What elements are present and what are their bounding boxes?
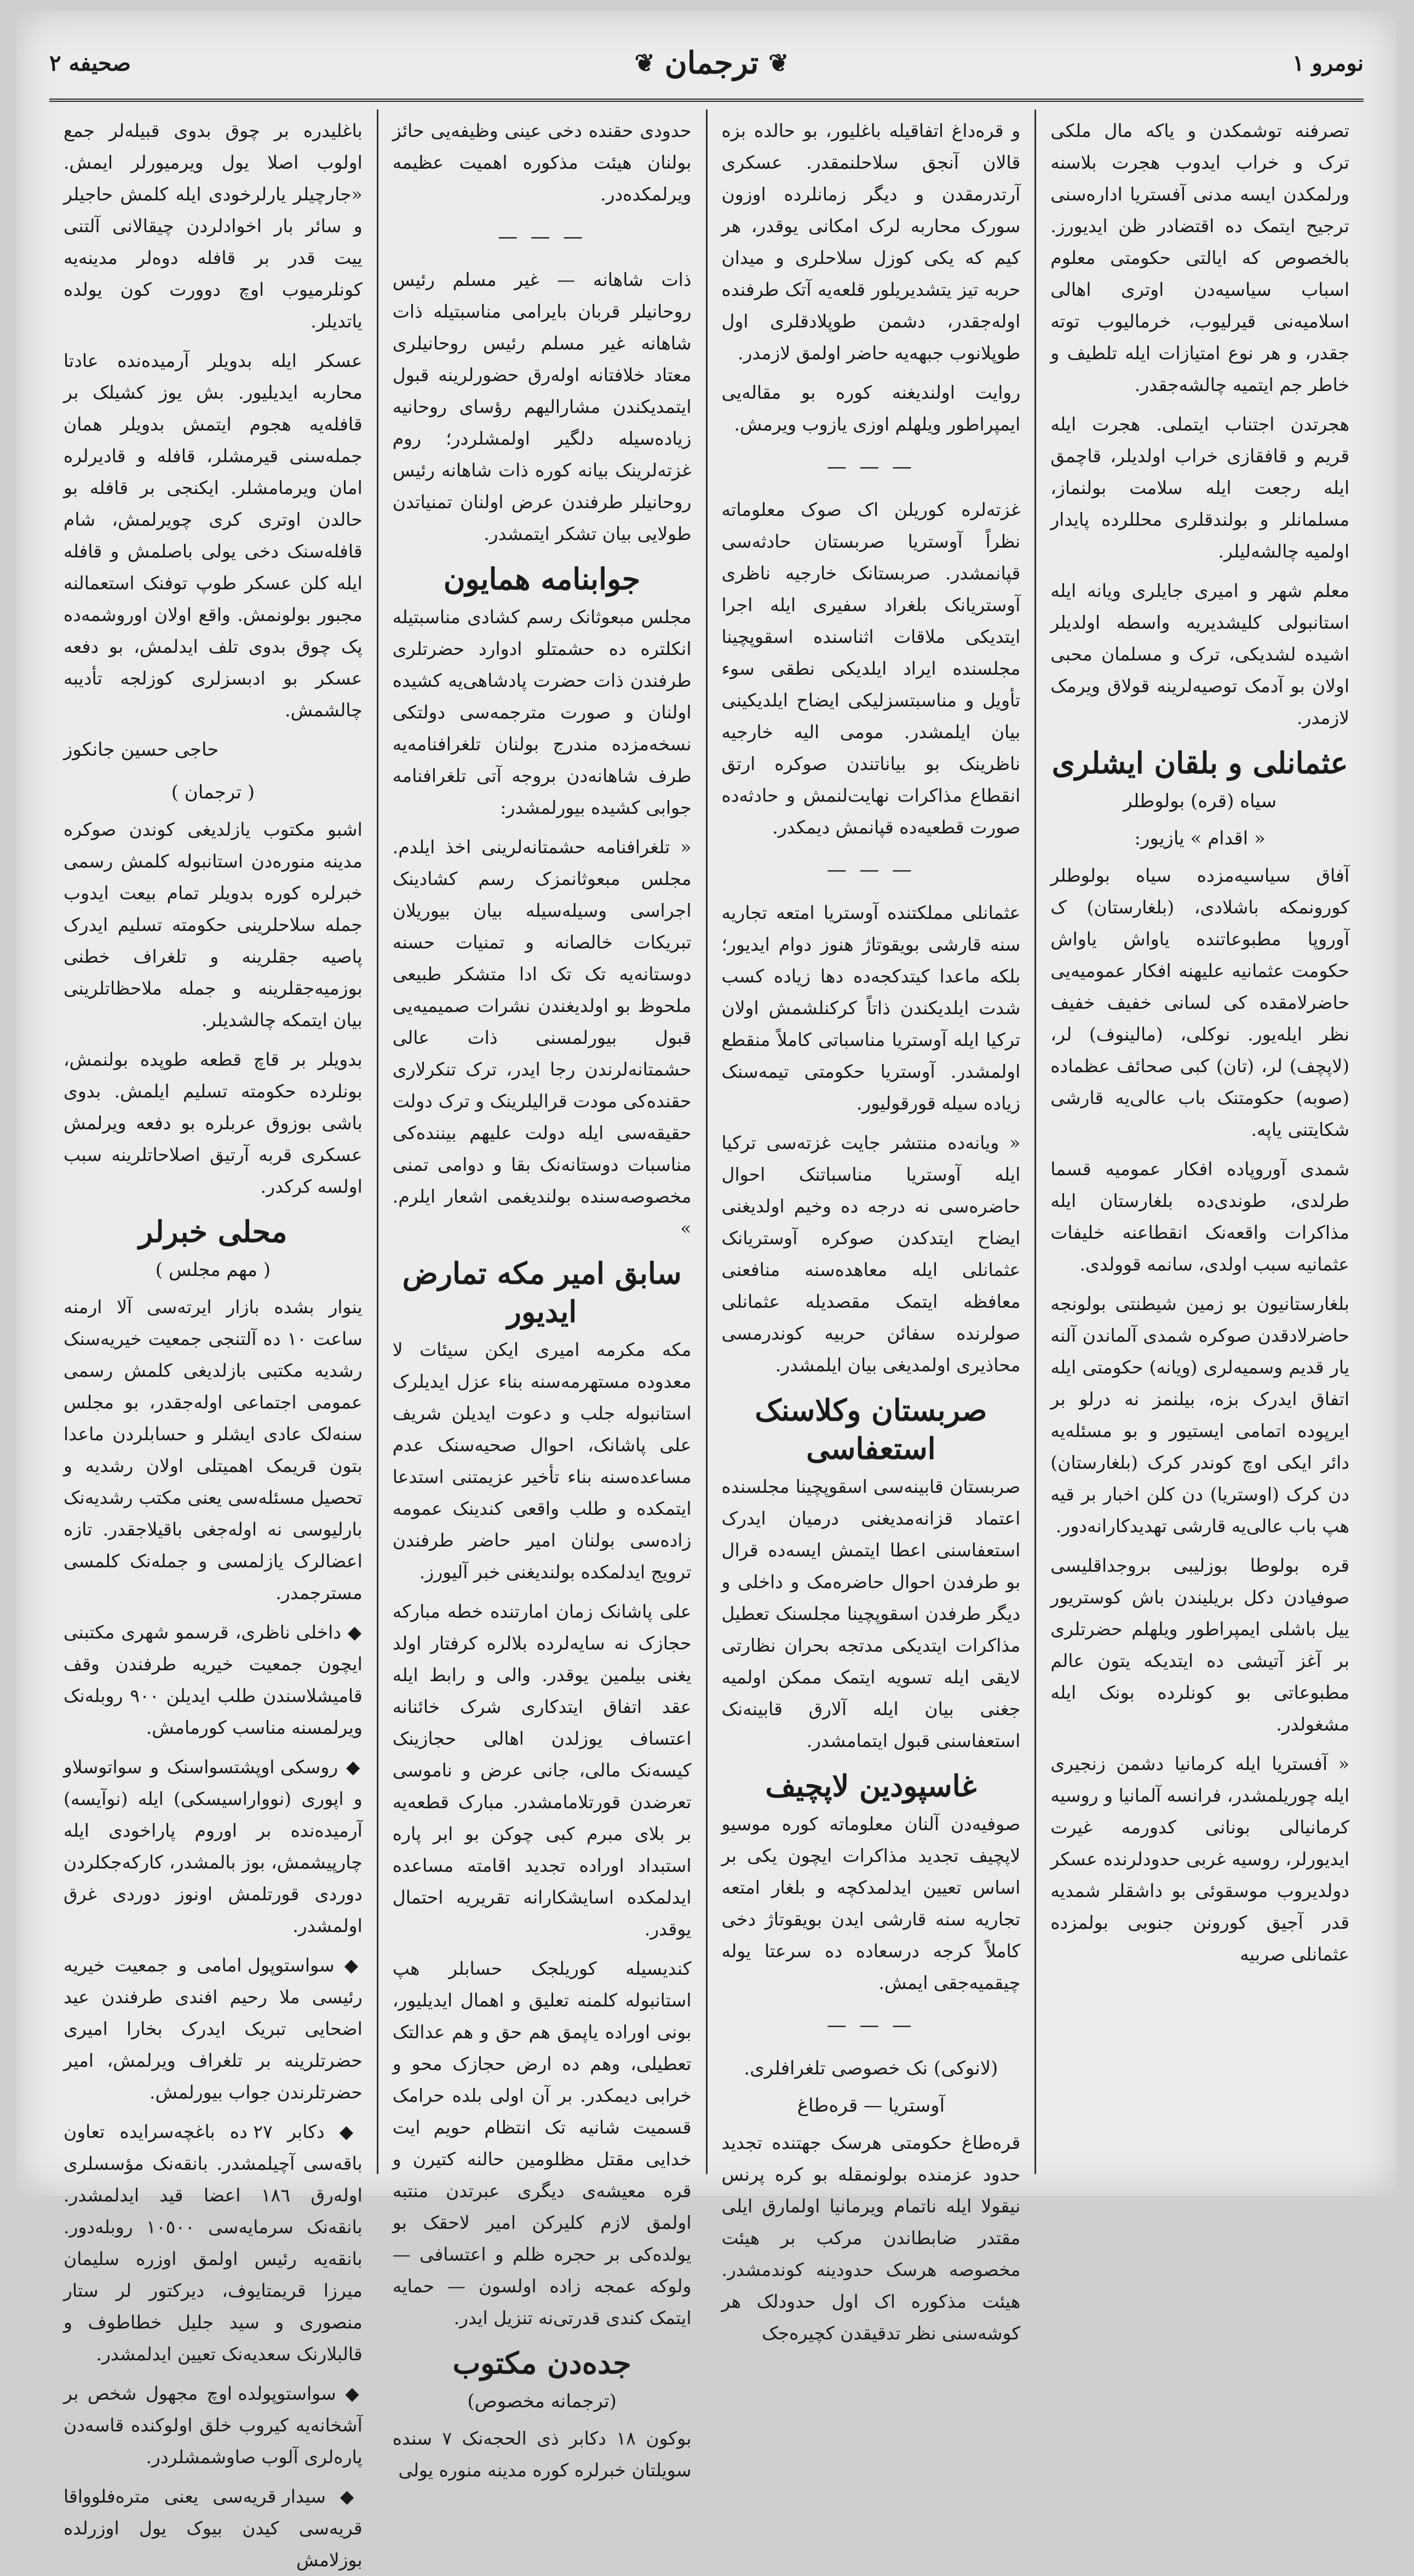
paragraph: عثمانلی مملکتنده آوستریا امتعه تجاریه سنه قارشی بویقوتاژ هنوز دوام ایدیور؛ بلکه ماعدا کیتدکجه‌ده دها زیاده کسب شدت ایلدیکندن ذاتاً کرکنلشمش اولان ترکیا ایله آوستریا مناسباتی کاملاً منقطع اولمشدر. آوستریا حکومتی تیمه‌سنک زیاده سیله قورقولیور. bbox=[721, 902, 1021, 1114]
masthead bbox=[49, 27, 1364, 99]
subheadline: (لانوکی) نک خصوصی تلغرافلری. bbox=[744, 2057, 998, 2079]
paragraph: معلم شهر و امیری جایلری ویانه ایله استانبولی کلیشدیریه واسطه اولدیلر اشیده لشدیکی، ترک و مسلمان محبی اولان بو آدمک توصیه‌لرینه قولاق ویرمک لازمدر. bbox=[1050, 580, 1349, 728]
source-line: « اقدام » یازیور: bbox=[1134, 827, 1266, 849]
paragraph: علی پاشانک زمان امارتنده خطه مبارکه حجازک نه سایه‌لرده بلالره کرفتار اولد یغنی بیلمین یوقدر. والی و رابط ایله عقد اتفاق ایتدکاری شرک خائنانه اعتساف یوزلدن اهالی حجازینک کیسه‌نک مالی، جانی عرض و ناموسی تعرضدن قورتلامامشدر. مبارک قطعه‌یه بر بلای مبرم کبی چوکن بو ابر پاره استبداد اوراده تجدید اقامته مساعده ایدلمکده اسایشکارانه تقریریه احتمال یوقدر. bbox=[392, 1601, 692, 1940]
subheadline: ( ترجمان ) bbox=[171, 781, 255, 803]
headline-jeddah-letter: جده‌دن مکتوب bbox=[452, 2345, 631, 2381]
headline-serbia-cabinet: صربستان وکلاسنک استعفاسی bbox=[755, 1393, 987, 1466]
title-text: ترجمان bbox=[664, 45, 759, 81]
paragraph: « تلغرافنامه حشمتانه‌لرینی اخذ ایلدم. مجلس مبعوثانمزک رسم کشادینک اجراسی وسیله‌سیله بیان بیوریلان تبریکات خالصانه و تمنیات حسنه دوستانه‌یه تک تک ادا متشکر طبیعی ملحوظ بو اولدیغندن نشرات صمیمیه‌یی قبول بیورلمسنی ذات عالی حشمتانه‌لرندن رجا ایدر، ترک تنکرلاری حقنده‌کی مودت قرالیلرینک و ترک دولت حقیقه‌سی ایله دولت علیهم بیننده‌کی مناسبات دوستانه‌نک بقا و دوامی تمنی مخصوصه‌سنده بولندیغمی اشعار ایلرم. » bbox=[392, 836, 692, 1239]
news-item: ◆ سواستوپولده اوچ مجهول شخص بر آشخانه‌یه کیروب خلق اولوکنده قاسه‌دن پاره‌لری آلوب صاوشمشلردر. bbox=[64, 2378, 363, 2473]
column-4 bbox=[49, 110, 377, 2571]
paragraph: حدودی حقنده دخی عینی وظیفه‌یی حائز بولنان هیئت مذکوره اهمیت عظیمه ویرلمکده‌در. bbox=[392, 120, 692, 205]
separator: — — — bbox=[498, 226, 587, 248]
paragraph: بدویلر بر قاچ قطعه طوپده بولنمش، بونلرده حکومته تسلیم ایلمش. بدوی باشی بوزوق عربلره بو دفعه ویرلمش عسکری قربه آرتیق اصلاحاتلرینه سبب اولسه کرکدر. bbox=[64, 1049, 363, 1197]
news-item: ◆ سیدار قریه‌سی یعنی متره‌فلوواقا قریه‌سی کیدن بیوک یول اوزرلده بوزلامش bbox=[64, 2481, 363, 2576]
paragraph: ذات شاهانه — غیر مسلم رئیس روحانیلر قربان بایرامی مناسبتیله ذات شاهانه غیر مسلم رئیس روحانیلری معتاد خلافتانه اولەرق حضورلرینه قبول ایتمدیکندن مشارالیهم رؤسای روحانیه زیاده‌سیله دلگیر اولمشلردر؛ روم غزته‌لرینک بیانه کوره ذات شاهانه رئیس روحانیلر طرفندن عرض اولنان تمنیاتدن طولایی بیان تشکر ایتمشدر. bbox=[392, 269, 692, 544]
paragraph: روایت اولندیغنه کوره بو مقاله‌یی ایمپراطور ویلهلم اوزی یازوب ویرمش. bbox=[721, 382, 1021, 435]
news-item: ◆ دکابر ٢٧ ده باغچه‌سرایده تعاون باقه‌سی آچیلمشدر. بانقه‌نک مؤسسلری اولەرق ١٨٦ اعضا قید ایدلمشدر. بانقه‌نک سرمایه‌سی ١٠٥٠٠ روبله‌دور. بانقه‌یه رئیس اولمق اوزره سلیمان میرزا قریمتایوف، دیرکتور لر ستار منصوری و سید جلیل خطاطوف و قالبلارنک سعدیه‌نک تعیین ایدلمشدر. bbox=[64, 2116, 363, 2370]
paragraph: باغلیدره بر چوق بدوی قبیله‌لر جمع اولوب اصلا یول ویرمیورلر ایمش. «جارچیلر یارلرخودی ایله کلمش حاجیلر و سائر بار اخوادلردن چیقالانی آلتنی ییت قدر بر قافله دوه‌لر مدینه‌یه کونلرمیوب اوچ دوورت کون یولده یاتدیلر. bbox=[64, 120, 363, 332]
columns bbox=[49, 110, 1364, 2571]
paragraph: مکه مکرمه امیری ایکن سیئات لا معدوده مستهرمه‌سنه بناء عزل ایدیلرک استانبوله جلب و دعوت ایدیلن شریف علی پاشانک، احوال صحیه‌سنک عدم مساعده‌سنه بناء تأخیر عزیمتنی استدعا ایتمکده و طلب واقعی کندینک عمومه زاده‌سی بولنان امیر حاضر طرفندن ترویج ایدلمکده بولندیغنی خبر آلیورز. bbox=[392, 1339, 692, 1583]
separator: — — — bbox=[826, 456, 915, 478]
paragraph: قره بولوطا بوزلیبی بروجداقلیسی صوفیادن دکل بریلیندن باش کوستریور ییل باشلی ایمپراطور ویلهلم حضرتلری بر آغز آتیشی ده ایتدیکه یتون عالم مطبوعاتی بو کونلرده بونک ایله مشغولدر. bbox=[1050, 1555, 1349, 1735]
subheadline: ( مهم مجلس ) bbox=[155, 1259, 271, 1281]
headline-mecca-emir: سابق امیر مکه تمارض ایدیور bbox=[402, 1256, 682, 1329]
ornament-left-icon: ❦ bbox=[768, 49, 789, 77]
ornament-right-icon: ❦ bbox=[634, 49, 655, 77]
signature: حاجی حسین جانکوز bbox=[64, 739, 219, 761]
paragraph: و قره‌داغ اتفاقیله باغلیور، بو حالده بزه قالان آنجق سلاحلنمقدر. عسکری آرتدرمقدن و دیگر زمانلرده اوزون سورک محاربه لرک امکانی یوقدر، هر کیم که یکی کوزل سلاحلری و میدان حربه تیز یتشدیریلور قلعه‌یه آتک طرفنده اوله‌جقدر، دشمن طوپلادقلری اول طوپلانوب جبهه‌یه حاضر اولمق لازمدر. bbox=[721, 120, 1021, 364]
paragraph: « ویانه‌ده منتشر جایت غزته‌سی ترکیا ایله آوستریا مناسباتنک احوال حاضره‌سی نه درجه ده وخیم اولدیغنی ایضاح ایتدکدن صوکره آوستریانک عثمانلی ایله معاهده‌سنه منافعنی معافظه ایتمک مقصدیله عثمانلی صولرنده سفائن حربیه کوندرمسی محاذیری اولمدیغی بیان ایلمشدر. bbox=[721, 1132, 1021, 1376]
headline-local-news: محلی خبرلر bbox=[139, 1214, 288, 1249]
paragraph: صربستان قابینه‌سی اسقوپچینا مجلسنده اعتماد قزانه‌مدیغنی درمیان ایدرک استعفاسنی اعطا ایتمش ایسه‌ده قرال بو طرفدن احوال حاضره‌مک و داخلی و دیگر طرفدن اسقوپچینا مجلسنک تعطیل مذاکرات ایتدیکی مدتجه بحران نظارتی لایقی ایله تسویه ایتمک ممکن اولمیه جغنی بیان ایله آلارق قابینه‌نک استعفاسنی قبول ایتمامشدر. bbox=[721, 1476, 1021, 1751]
headline-imperial-reply: جوابنامه همایون bbox=[443, 561, 641, 596]
news-item: ◆ داخلی ناظری، قرسمو شهری مکتبنی ایچون جمعیت خیریه طرفندن وقف قامیشلاسندن طلب ایدیلن ٩٠٠ روبله‌نک ویرلمسنه مناسب کورمامش. bbox=[64, 1617, 363, 1744]
paragraph: هجرتدن اجتناب ایتملی. هجرت ایله قریم و قافقازی خراب اولدیلر، قاچمق ایله رجعت ایله سلامت بولنماز، مسلمانلر و بولندقلری محللرده پایدار اولمیه چالشه‌لیلر. bbox=[1050, 413, 1349, 562]
subheadline: (ترجمانه مخصوص) bbox=[467, 2390, 617, 2412]
subheadline: آوستریا — قره‌طاغ bbox=[797, 2095, 945, 2117]
paragraph: « آفستریا ایله کرمانیا دشمن زنجیری ایله چوریلمشدر، فرانسه آلمانیا و روسیه کرمانیالی بونانی کدورمه غیرت ایدیورلر، روسیه غربی حدودلرنده عسکر دولدیروب موسقوئی بو داشقلر شمدیه قدر آجیق کورونن جنوبی بولمزده عثمانلی صربیه bbox=[1050, 1753, 1349, 1965]
separator: — — — bbox=[826, 2014, 915, 2037]
paragraph: ینوار بشده بازار ایرته‌سی آلا ارمنه ساعت ١٠ ده آلتنجی جمعیت خیریه‌سنک رشدیه مکتبی بازلدیغی کلمش رسمی عمومی اجتماعی اولەجقدر، بو مجلس سنه‌لک عادی ایشلر و حسابلردن ماعدا بتون قریمک اهمیتلی اولان رشدیه و تحصیل مسئله‌سی یعنی مکتب رشدیه‌نک بارلیوسی نه اولەجغی باقیلاجقدر. تازه اعضالرک یازلمسی و جمله‌نک کلمسی مسترجمدر. bbox=[64, 1296, 363, 1603]
paragraph: عسکر ایله بدویلر آرمیده‌نده عادتا محاربه ایدیلیور. بش یوز کشیلک بر قافله‌یه هجوم ایتمش بدویلر همان جمله‌سنی قیرمشلر، قافله و قادیرلره امان ویرمامشلر. ایکنجی بر قافله بو حالدن اوتری کری چویرلمش، شام قافله‌سنک دخی یولی باصلمش و قافله ایله کلن عسکر طوپ توفنک استعمالنه مجبور بولونمش. واقع اولان اوروشمه‌ده پک چوق بدوی تلف ایدلمش، بو دفعه عسکر بو ادبسزلری کوزلجه تأدیبه چالشمش. bbox=[64, 350, 363, 721]
paragraph: کندیسیله کوریلجک حسابلر هپ استانبوله کلمنه تعلیق و اهمال ایدیلیور، بونی اوراده یاپمق هم حق و هم عدالتک تعطیلی، وهم ده ارض حجازک محو و خرابی دیمکدر. بر آن اولی بلده حرامک قسمیت شانیه تک انتظام حویم ایت خدایی مقتل مظلومین حالنه کتیرن و قره معیشه‌ی دیگری عبرتدن منتبه اولمق لازم کلیرکن امیر لاحقک بو یولده‌کی بر حجره ظلم و اعتسافی — ولوکه عمجه زاده اولسون — حمایه ایتمک کندی قدرتی‌نه تنزیل ایدر. bbox=[392, 1958, 692, 2328]
newspaper-title bbox=[635, 45, 789, 81]
paragraph: تصرفنه توشمکدن و یاکه مال ملکی ترک و خراب ایدوب هجرت بلاسنه ورلمکدن ایسه مدنی آفستریا اداره‌سنی ترجیح ایتمک ده اقتضادر ظن ایدیورز. بالخصوص که ایالتی حکومتی معلوم اسباب سیاسیه‌دن اوتری اهالی اسلامیه‌نی قیرلیوب، خرمالیوب توته جقدر، و هر نوع امتیازات ایله تلطیف و خاطر جم ایتمیه چالشه‌جقدر. bbox=[1050, 120, 1349, 395]
paragraph: مجلس مبعوثانک رسم کشادی مناسبتیله انکلتره ده حشمتلو ادوارد حضرتلری طرفندن ذات حضرت پادشاهی‌یه کشیده اولنان و صورت مترجمه‌سی دولتکی نسخه‌مزده مندرج بولنان تلغرافنامه‌یه طرف شاهانه‌دن بروجه آتی تلغرافنامه جوابی کشیده بیورلمشدر: bbox=[392, 606, 692, 818]
column-1 bbox=[1034, 110, 1364, 2174]
masthead-divider bbox=[49, 99, 1364, 102]
newspaper-page bbox=[16, 11, 1396, 2571]
separator: — — — bbox=[826, 859, 915, 881]
paragraph: شمدی آوروپاده افکار عمومیه قسما طرلدی، طوندی‌ده بلغارستان ایله مذاکرات واقعه‌نک انقطاعنه خلیفات عثمانیه سبب اولدی، سانمه قوولدی. bbox=[1050, 1158, 1349, 1275]
issue-number: نومرو ١ bbox=[1292, 50, 1364, 76]
headline-ottoman-balkan: عثمانلی و بلقان ایشلری bbox=[1051, 745, 1348, 780]
paragraph: قره‌طاغ حکومتی هرسک جهتنده تجدید حدود عزمنده بولونمقله بو کره پرنس نیقولا ایله ناتمام ویرمانیا اولمارق ایلی مقتدر ضابطاندن مرکب بر هیئت مخصوصه هرسک حدودینه کوندمشدر. هیئت مذکوره اک اول حدودلک هر کوشه‌سنی نظر تدقیقدن کچیره‌جک bbox=[721, 2132, 1021, 2344]
paragraph: آفاق سیاسیه‌مزده سیاه بولوطلر کورونمکه باشلادی، (بلغارستان) ک آوروپا مطبوعاتنده یاواش یاواش حکومت عثمانیه علیهنه افکار عمومیه‌یی حاضرلامقده کی لسانی خفیف خفیف نظر ایله‌یور. نوکلی، (مالینوف) لر، (لاپچف) لر، (تان) کبی صحائف عظماده (صوبه) حکومتنک باب عالی‌یه قارشی شکایتنی یاپه. bbox=[1050, 865, 1349, 1140]
headline-lapchev: غاسپودین لاپچیف bbox=[765, 1768, 977, 1803]
paragraph: غزته‌لره کوریلن اک صوک معلوماته نظراً آوستریا صربستان حادثه‌سی قپانمشدر. صربستانک خارجیه ناظری آوستریانک بلغراد سفیری ایله اجرا ایتدیکی ملاقات اثناسنده اسقوپچینا مجلسنده ایراد ایلدیکی نطقی سوء تأویل و مناسبتسزلیکی ایضاح ایلدیکینی بیان ایلمشدر. مومی الیه خارجیه ناظرینک بو بیاناتندن صوکره ارتق انقطاع مذاکرات نهایت‌لنمش و حادثه‌ده صورت قطعیه‌ده قپانمش دیمکدر. bbox=[721, 499, 1021, 838]
subheadline: سیاه (قره) بولوطلر bbox=[1123, 790, 1277, 812]
paragraph: بلغارستانیون بو زمین شیطنتی بولونجه حاضرلادقدن صوکره شمدی آلماندن آلنه یار قدیم وسمیه‌لری (ویانه) حکومتی ایله اتفاق ایدرک بزه، بیلنمز نه درلو بر ایرپوده اتمامی ایستیور و بو مسئله‌یه دائر ایکی اوچ کوندر کرک (بلغارستان) دن کرک (اوستریا) دن کلن اخبار بر قیه هپ باب عالی‌یه قارشی تهدیدکارانه‌دور. bbox=[1050, 1293, 1349, 1537]
paragraph: اشبو مکتوب یازلدیغی کوندن صوکره مدینه منوره‌دن استانبوله کلمش رسمی خبرلره کوره بدویلر تمام بیعت ایدوب جمله سلاحلرینی حکومته تسلیم ایدرک پاصیه جقلرینه و تلغراف خطنی بوزمیه‌جقلرینه و جمله ملاحظاتلرینی بیان ایتمکه چالشدیلر. bbox=[64, 819, 363, 1031]
news-item: ◆ سواستوپول امامی و جمعیت خیریه رئیسی ملا رحیم افندی طرفندن عید اضحایی تبریک ایدرک بخارا امیری حضرتلرینه بر تلغراف ویرلمش، امیر حضرتلرندن جواب بیورلمش. bbox=[64, 1950, 363, 2108]
paragraph: بوکون ١٨ دکابر ذی الحجه‌نک ٧ سنده سویلتان خبرلره کوره مدینه منوره یولی bbox=[392, 2428, 692, 2481]
news-item: ◆ روسکی اوپشتسواسنک و سواتوسلاو و اپوری (نوواراسیسکی) ایله (نوآیسه) آرمیده‌نده بر اوروم پاراخودی ایله چارپیشمش، بوز بالمشدر، کارکه‌جکلردن دوردی قورتلمش اونوز دوردی غرق اولمشدر. bbox=[64, 1751, 363, 1942]
column-2 bbox=[706, 110, 1035, 2344]
paragraph: صوفیه‌دن آلنان معلوماته کوره موسیو لاپچیف تجدید مذاکرات ایچون یکی بر اساس تعیین ایدلمدکچه و بلغار امتعه تجاریه سنه قارشی ایدن بویقوتاژ دخی کاملاً کرجه درسعاده ده سرعتا یوله چیقمیه‌جقی ایمش. bbox=[721, 1813, 1021, 1993]
page-number: صحیفه ٢ bbox=[49, 50, 131, 76]
column-3 bbox=[377, 110, 706, 2481]
